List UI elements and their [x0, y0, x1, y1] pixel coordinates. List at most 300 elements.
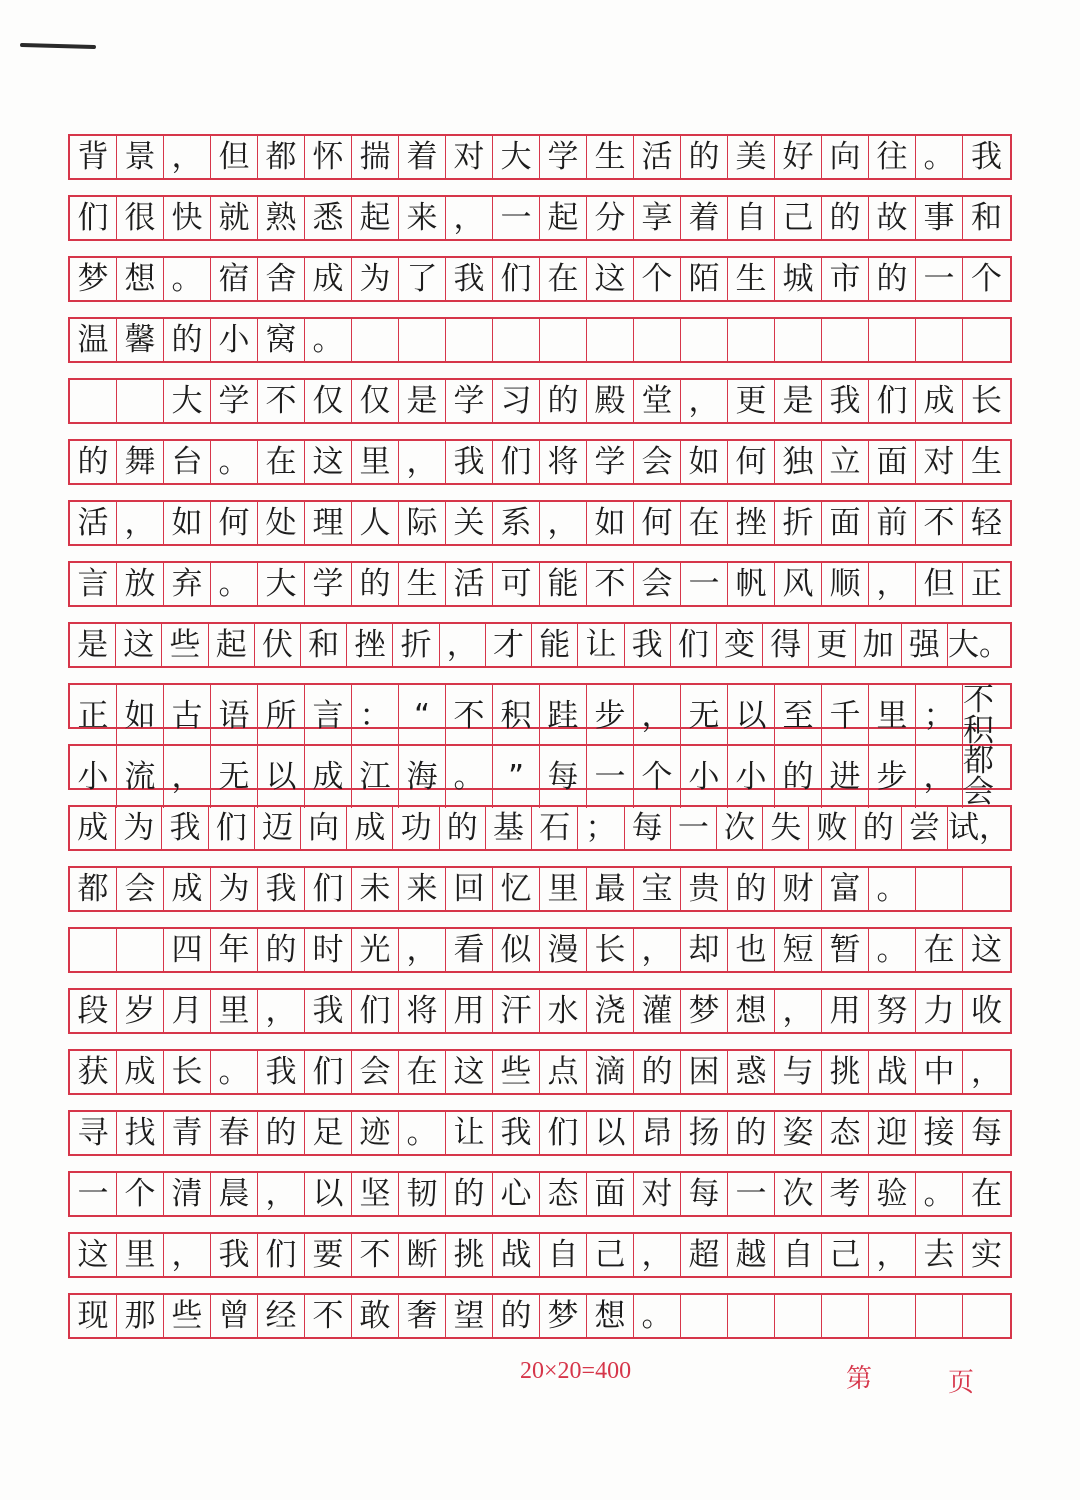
grid-cell: 对: [634, 1173, 681, 1215]
grid-cell: 起: [540, 197, 587, 239]
grid-cell: 些: [162, 624, 208, 666]
grid-cell: 这: [70, 1234, 117, 1276]
grid-cell: 往: [869, 136, 916, 178]
grid-cell: ”: [493, 746, 540, 808]
grid-cell: 挫: [347, 624, 393, 666]
grid-cell: 进: [822, 746, 869, 808]
grid-cell: 富: [822, 868, 869, 910]
grid-cell: 水: [540, 990, 587, 1032]
grid-cell: 我: [258, 1051, 305, 1093]
grid-cell: 寻: [70, 1112, 117, 1154]
grid-cell: 会: [634, 563, 681, 605]
grid-cell: 但: [916, 563, 963, 605]
grid-cell: 成: [347, 807, 393, 849]
grid-cell: 奢: [399, 1295, 446, 1337]
grid-cell: 揣: [352, 136, 399, 178]
grid-cell: 的: [70, 441, 117, 483]
grid-cell: [775, 1295, 822, 1337]
grid-cell: 尝: [902, 807, 948, 849]
grid-cell: 最: [587, 868, 634, 910]
grid-cell: 里: [540, 868, 587, 910]
grid-cell: ，: [117, 502, 164, 544]
grid-cell: 千: [822, 685, 869, 747]
grid-cell: 个: [634, 258, 681, 300]
grid-cell: 的: [728, 868, 775, 910]
grid-cell: 用: [822, 990, 869, 1032]
grid-cell: 个: [117, 1173, 164, 1215]
grid-cell: 一: [587, 746, 634, 808]
grid-cell: 月: [164, 990, 211, 1032]
grid-cell: 我: [822, 380, 869, 422]
grid-cell: 风: [775, 563, 822, 605]
grid-cell: 验: [869, 1173, 916, 1215]
grid-cell: 何: [728, 441, 775, 483]
grid-cell: 将: [399, 990, 446, 1032]
grid-cell: 小: [211, 319, 258, 361]
grid-cell: ：: [352, 685, 399, 747]
grid-cell: 景: [117, 136, 164, 178]
grid-cell: 的: [258, 929, 305, 971]
grid-cell: 的: [164, 319, 211, 361]
grid-cell: 四: [164, 929, 211, 971]
grid-cell: [540, 319, 587, 361]
grid-cell: 迈: [255, 807, 301, 849]
grid-cell: 。: [869, 929, 916, 971]
page-label-suffix: 页: [948, 1368, 975, 1398]
grid-cell: 陌: [681, 258, 728, 300]
grid-cell: ，: [399, 929, 446, 971]
grid-cell: 前: [869, 502, 916, 544]
grid-cell: 次: [775, 1173, 822, 1215]
grid-cell: 迎: [869, 1112, 916, 1154]
grid-row: [68, 927, 1012, 973]
grid-cell: 找: [117, 1112, 164, 1154]
grid-cell: [634, 319, 681, 361]
grid-row: [68, 743, 1012, 810]
grid-cell: 越: [728, 1234, 775, 1276]
grid-cell: 以: [728, 685, 775, 747]
grid-cell: 加: [856, 624, 902, 666]
grid-cell: 在: [540, 258, 587, 300]
grid-cell: 心: [493, 1173, 540, 1215]
grid-cell: 为: [211, 868, 258, 910]
grid-cell: 在: [681, 502, 728, 544]
grid-cell: 的: [440, 807, 486, 849]
grid-cell: 学: [211, 380, 258, 422]
grid-cell: 理: [305, 502, 352, 544]
grid-cell: 时: [305, 929, 352, 971]
grid-cell: 基: [486, 807, 532, 849]
grid-cell: 面: [587, 1173, 634, 1215]
grid-cell: ，: [681, 380, 728, 422]
grid-cell: 如: [681, 441, 728, 483]
grid-cell: [681, 1295, 728, 1337]
grid-cell: ，: [399, 441, 446, 483]
grid-cell: 江: [352, 746, 399, 808]
grid-cell: 将: [540, 441, 587, 483]
grid-cell: 我: [258, 868, 305, 910]
grid-cell: 步: [587, 685, 634, 747]
grid-cell: 大。: [947, 626, 1010, 663]
grid-cell: 积: [493, 685, 540, 747]
grid-row: [68, 1293, 1012, 1339]
grid-cell: [352, 319, 399, 361]
grid-cell: 晨: [211, 1173, 258, 1215]
grid-cell: 的: [352, 563, 399, 605]
grid-cell: 会: [117, 868, 164, 910]
grid-cell: ，: [634, 929, 681, 971]
grid-cell: 姿: [775, 1112, 822, 1154]
grid-cell: 挫: [728, 502, 775, 544]
grid-cell: [869, 319, 916, 361]
grid-cell: 个: [634, 746, 681, 808]
grid-cell: 折: [775, 502, 822, 544]
grid-cell: 就: [211, 197, 258, 239]
grid-cell: 里: [117, 1234, 164, 1276]
grid-cell: 昂: [634, 1112, 681, 1154]
grid-cell: 不: [916, 502, 963, 544]
grid-cell: [869, 1295, 916, 1337]
grid-cell: 里: [352, 441, 399, 483]
grid-cell: [681, 319, 728, 361]
grid-cell: 宝: [634, 868, 681, 910]
grid-cell: ，: [440, 624, 486, 666]
grid-row: [68, 988, 1012, 1034]
grid-cell: 生: [399, 563, 446, 605]
grid-cell: 些: [164, 1295, 211, 1337]
grid-cell: 里: [211, 990, 258, 1032]
grid-row: [68, 195, 1012, 241]
grid-cell: 一: [728, 1173, 775, 1215]
grid-cell: 变: [717, 624, 763, 666]
grid-cell: 处: [258, 502, 305, 544]
grid-cell: [916, 319, 963, 361]
grid-cell: 个: [971, 260, 1002, 297]
grid-cell: 城: [775, 258, 822, 300]
grid-cell: 轻: [971, 504, 1002, 541]
grid-cell: 春: [211, 1112, 258, 1154]
grid-cell: 对: [446, 136, 493, 178]
grid-cell: ，: [634, 685, 681, 747]
grid-cell: 。: [305, 319, 352, 361]
grid-cell: 。: [869, 868, 916, 910]
grid-cell: 温: [70, 319, 117, 361]
grid-cell: 一: [493, 197, 540, 239]
grid-cell: 以: [587, 1112, 634, 1154]
grid-cell: 我: [211, 1234, 258, 1276]
grid-cell: 语: [211, 685, 258, 747]
grid-cell: 但: [211, 136, 258, 178]
grid-cell: 流: [117, 746, 164, 808]
grid-cell: 何: [634, 502, 681, 544]
grid-cell: 迹: [352, 1112, 399, 1154]
grid-cell: 光: [352, 929, 399, 971]
grid-cell: 点: [540, 1051, 587, 1093]
grid-cell: 梦: [681, 990, 728, 1032]
grid-cell: 是: [70, 624, 116, 666]
grid-cell: 想: [117, 258, 164, 300]
grid-cell: 们: [305, 868, 352, 910]
grid-cell: 的: [446, 1173, 493, 1215]
grid-cell: 享: [634, 197, 681, 239]
grid-cell: 清: [164, 1173, 211, 1215]
grid-cell: 似: [493, 929, 540, 971]
grid-cell: 很: [117, 197, 164, 239]
grid-cell: 试，: [947, 809, 1010, 846]
grid-cell: 都: [70, 868, 117, 910]
grid-cell: 每: [971, 1114, 1002, 1151]
grid-cell: [916, 1295, 963, 1337]
grid-cell: 这: [116, 624, 162, 666]
grid-cell: [117, 380, 164, 422]
grid-cell: 。: [916, 1173, 963, 1215]
grid-cell: 了: [399, 258, 446, 300]
grid-cell: ，: [869, 563, 916, 605]
grid-cell: 挑: [822, 1051, 869, 1093]
grid-cell: 都: [258, 136, 305, 178]
grid-cell: 是: [399, 380, 446, 422]
grid-cell: [728, 319, 775, 361]
grid-cell: 我: [162, 807, 208, 849]
grid-cell: 每: [540, 746, 587, 808]
grid-cell: 成: [117, 1051, 164, 1093]
grid-cell: 更: [728, 380, 775, 422]
grid-cell: 们: [305, 1051, 352, 1093]
grid-cell: 我: [446, 258, 493, 300]
grid-cell: 让: [578, 624, 624, 666]
grid-cell: 小: [728, 746, 775, 808]
grid-cell: 成: [305, 258, 352, 300]
grid-cell: 学: [587, 441, 634, 483]
grid-cell: [493, 319, 540, 361]
grid-cell: 一: [681, 563, 728, 605]
grid-cell: 在: [399, 1051, 446, 1093]
grid-cell: ，: [164, 1234, 211, 1276]
grid-cell: 己: [822, 1234, 869, 1276]
grid-cell: 超: [681, 1234, 728, 1276]
grid-cell: ，: [775, 990, 822, 1032]
grid-cell: 每: [625, 807, 671, 849]
grid-row: [68, 1049, 1012, 1095]
grid-cell: 小: [70, 746, 117, 808]
grid-cell: ；: [578, 807, 624, 849]
grid-cell: 长: [164, 1051, 211, 1093]
grid-cell: 成: [305, 746, 352, 808]
grid-cell: 正: [70, 685, 117, 747]
grid-cell: 想: [587, 1295, 634, 1337]
grid-cell: 看: [446, 929, 493, 971]
grid-cell: 何: [211, 502, 258, 544]
grid-cell: 人: [352, 502, 399, 544]
grid-cell: 会: [352, 1051, 399, 1093]
grid-cell: 能: [532, 624, 578, 666]
grid-cell: 更: [809, 624, 855, 666]
grid-cell: “: [399, 685, 446, 747]
grid-cell: 困: [681, 1051, 728, 1093]
grid-cell: 一: [671, 807, 717, 849]
grid-cell: 敢: [352, 1295, 399, 1337]
grid-cell: 强: [902, 624, 948, 666]
grid-cell: 滴: [587, 1051, 634, 1093]
grid-cell: 面: [822, 502, 869, 544]
grid-cell: 成: [916, 380, 963, 422]
grid-row: [68, 256, 1012, 302]
grid-cell: 考: [822, 1173, 869, 1215]
grid-cell: 能: [540, 563, 587, 605]
grid-cell: 言: [70, 563, 117, 605]
grid-cell: 里: [869, 685, 916, 747]
grid-cell: 来: [399, 197, 446, 239]
grid-cell: ，: [971, 1053, 1002, 1090]
grid-cell: 足: [305, 1112, 352, 1154]
grid-cell: 那: [117, 1295, 164, 1337]
grid-cell: [822, 1295, 869, 1337]
grid-cell: 现: [70, 1295, 117, 1337]
grid-row: [68, 1110, 1012, 1156]
grid-cell: 让: [446, 1112, 493, 1154]
grid-cell: 着: [681, 197, 728, 239]
grid-cell: 弃: [164, 563, 211, 605]
grid-cell: 的: [869, 258, 916, 300]
grid-cell: [963, 319, 1010, 361]
grid-cell: 挑: [446, 1234, 493, 1276]
grid-cell: 们: [493, 258, 540, 300]
grid-cell: 向: [301, 807, 347, 849]
grid-cell: 事: [916, 197, 963, 239]
grid-cell: 我: [625, 624, 671, 666]
grid-cell: 不: [587, 563, 634, 605]
grid-cell: 和: [971, 199, 1002, 236]
grid-cell: 这: [971, 931, 1002, 968]
grid-cell: 大: [493, 136, 540, 178]
grid-cell: 接: [916, 1112, 963, 1154]
grid-cell: 。: [211, 1051, 258, 1093]
grid-cell: 快: [164, 197, 211, 239]
grid-cell: 学: [540, 136, 587, 178]
grid-cell: 些: [493, 1051, 540, 1093]
grid-cell: 起: [209, 624, 255, 666]
grid-cell: 青: [164, 1112, 211, 1154]
grid-cell: 所: [258, 685, 305, 747]
grid-cell: 起: [352, 197, 399, 239]
grid-cell: 们: [540, 1112, 587, 1154]
grid-cell: 坚: [352, 1173, 399, 1215]
grid-cell: 贵: [681, 868, 728, 910]
grid-cell: 灌: [634, 990, 681, 1032]
grid-cell: 跬: [540, 685, 587, 747]
grid-cell: 们: [258, 1234, 305, 1276]
grid-cell: ，: [916, 746, 963, 808]
grid-cell: 顺: [822, 563, 869, 605]
grid-cell: 分: [587, 197, 634, 239]
grid-cell: 实: [971, 1236, 1002, 1273]
grid-cell: 殿: [587, 380, 634, 422]
grid-cell: 经: [258, 1295, 305, 1337]
grid-cell: 无: [211, 746, 258, 808]
grid-cell: 。: [399, 1112, 446, 1154]
grid-row: [68, 500, 1012, 546]
grid-cell: 成: [70, 807, 116, 849]
grid-cell: 收: [971, 992, 1002, 1029]
grid-cell: 台: [164, 441, 211, 483]
grid-cell: [728, 1295, 775, 1337]
grid-cell: 不: [352, 1234, 399, 1276]
grid-cell: 得: [763, 624, 809, 666]
grid-cell: 努: [869, 990, 916, 1032]
grid-cell: 来: [399, 868, 446, 910]
grid-cell: ，: [258, 990, 305, 1032]
grid-cell: 才: [486, 624, 532, 666]
grid-cell: 为: [116, 807, 162, 849]
grid-cell: 大: [164, 380, 211, 422]
grid-cell: 暂: [822, 929, 869, 971]
grid-cell: 生: [587, 136, 634, 178]
grid-cell: 可: [493, 563, 540, 605]
grid-cell: 着: [399, 136, 446, 178]
grid-cell: 古: [164, 685, 211, 747]
grid-cell: 折: [393, 624, 439, 666]
manuscript-grid: [68, 134, 1012, 1354]
grid-row: [68, 1232, 1012, 1278]
grid-cell: 回: [446, 868, 493, 910]
grid-cell: 。: [211, 441, 258, 483]
grid-cell: 自: [540, 1234, 587, 1276]
grid-cell: 失: [763, 807, 809, 849]
grid-row: [68, 622, 1012, 668]
grid-cell: 如: [117, 685, 164, 747]
grid-cell: 浇: [587, 990, 634, 1032]
grid-row: [68, 317, 1012, 363]
grid-cell: 在: [971, 1175, 1002, 1212]
grid-cell: 活: [446, 563, 493, 605]
grid-cell: 的: [822, 197, 869, 239]
grid-cell: 舍: [258, 258, 305, 300]
grid-row: [68, 439, 1012, 485]
grid-cell: 向: [822, 136, 869, 178]
grid-cell: 获: [70, 1051, 117, 1093]
grid-cell: 无: [681, 685, 728, 747]
grid-cell: 们: [493, 441, 540, 483]
grid-cell: 态: [822, 1112, 869, 1154]
grid-cell: 态: [540, 1173, 587, 1215]
grid-cell: 自: [728, 197, 775, 239]
grid-cell: 美: [728, 136, 775, 178]
grid-cell: 败: [809, 807, 855, 849]
grid-cell: 馨: [117, 319, 164, 361]
grid-cell: [117, 929, 164, 971]
grid-cell: 的: [856, 807, 902, 849]
grid-cell: ，: [164, 136, 211, 178]
grid-size-formula: 20×20=400: [520, 1358, 632, 1384]
grid-cell: 们: [352, 990, 399, 1032]
grid-cell: 立: [822, 441, 869, 483]
grid-cell: 在: [258, 441, 305, 483]
grid-cell: 去: [916, 1234, 963, 1276]
grid-cell: 次: [717, 807, 763, 849]
grid-cell: [70, 929, 117, 971]
grid-row: [68, 561, 1012, 607]
grid-cell: 每: [681, 1173, 728, 1215]
grid-cell: 活: [634, 136, 681, 178]
grid-cell: 以: [258, 746, 305, 808]
grid-cell: 梦: [540, 1295, 587, 1337]
grid-cell: 曾: [211, 1295, 258, 1337]
grid-cell: 以: [305, 1173, 352, 1215]
grid-cell: 们: [70, 197, 117, 239]
grid-cell: 们: [209, 807, 255, 849]
grid-row: [68, 378, 1012, 424]
grid-cell: ，: [164, 746, 211, 808]
